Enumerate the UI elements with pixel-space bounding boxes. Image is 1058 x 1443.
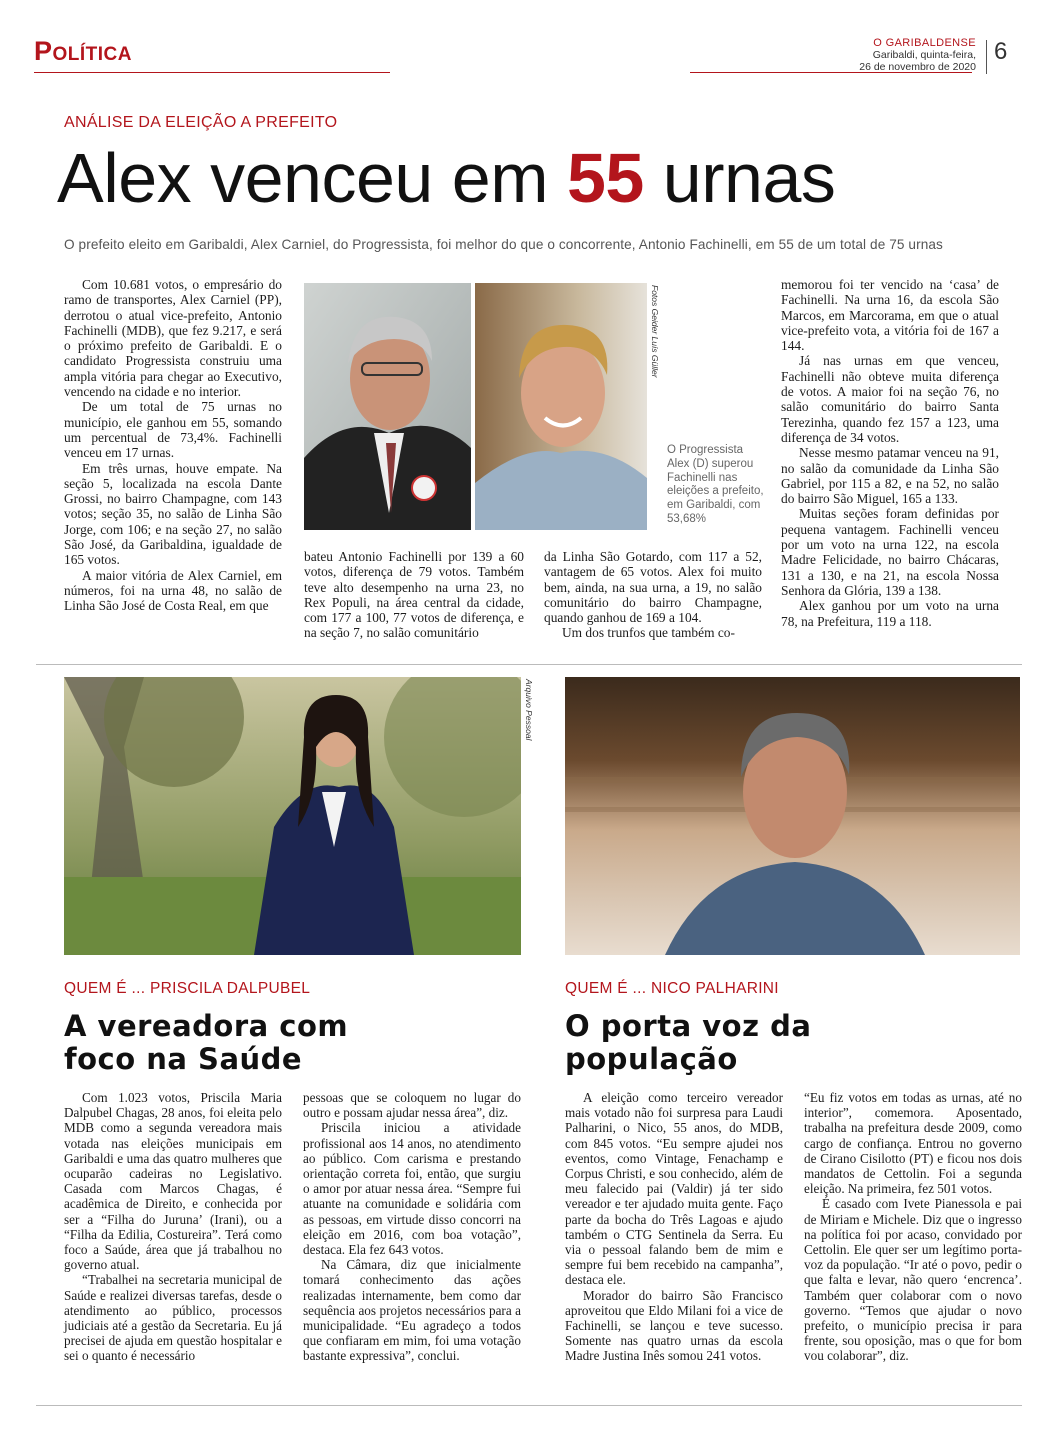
paragraph: Já nas urnas em que venceu, Fachinelli não obteve muita diferença de votos. A maior foi na seção 76, no salão comunitário do bairro Santa Terezinha, quando fez 157 a 123, uma diferença de 34 votos.	[781, 353, 999, 445]
edition-date: 26 de novembro de 2020	[859, 61, 976, 73]
nico-column-2	[804, 1090, 1022, 1364]
headline-line: O porta voz da	[565, 1009, 812, 1043]
headline-part: Alex venceu em	[57, 139, 567, 217]
photo-alex	[475, 283, 647, 530]
paragraph: pessoas que se coloquem no lugar do outro e possam ajudar nessa área”, diz.	[303, 1090, 521, 1121]
bottom-rule	[36, 1405, 1022, 1406]
photo-fachinelli	[304, 283, 471, 530]
main-column-4	[781, 277, 999, 629]
paragraph: Morador do bairro São Francisco aproveitou que Eldo Milani foi a vice de Fachinelli, se lançou e teve sucesso. Somente nas quatro urnas da escola Madre Justina Inês somou 241 votos.	[565, 1287, 783, 1364]
main-column-1	[64, 277, 282, 614]
photo-credit: Fotos Geider Luís Güller	[650, 285, 660, 378]
paragraph: A maior vitória de Alex Carniel, em números, foi na urna 48, no salão de Linha São José de Costa Real, em que	[64, 567, 282, 614]
paragraph: Priscila iniciou a atividade profissional aos 14 anos, no atendimento ao público. Com carisma e prestando orientação correta foi, então, que surgiu o amor por atuar nessa área. “Sempre fui atuante na comunidade e solidária com as pessoas, em virtude disso concorri na eleição em 2016, com boa votação”, destaca. Ela fez 643 votos.	[303, 1120, 521, 1258]
paragraph: Com 1.023 votos, Priscila Maria Dalpubel Chagas, 28 anos, foi eleita pelo MDB como a segunda vereadora mais votada nas eleições municipais em Garibaldi e uma das quatro mulheres que ocuparão cadeiras no Legislativo. Casada com Marcos Chagas, é acadêmica de Direito, e conhecida por ser a “Filha do Juruna’ (Irani), ou a “Filha da Edilia, Costureira”. Terá como foco a Saúde, área que já trabalhou no governo atual.	[64, 1090, 282, 1273]
paragraph: “Trabalhei na secretaria municipal de Saúde e realizei diversas tarefas, desde o atendimento ao público, processos judiciais até a gestão da Secretaria. Eu já precisei de ajuda em questão hospitalar e sei o quanto é necessário	[64, 1272, 282, 1364]
paragraph: De um total de 75 urnas no município, ele ganhou em 55, somando um percentual de 73,4%. Fachinelli venceu em 17 urnas.	[64, 399, 282, 461]
priscila-headline	[64, 1010, 348, 1076]
paragraph: Em três urnas, houve empate. Na seção 5, localizada na escola Dante Grossi, no bairro Champagne, com 143 votos; seção 35, no salão de Linha São Jorge, com 106; e na seção 27, no salão São José, da Garibaldina, igualdade de 165 votos.	[64, 460, 282, 568]
paragraph: Com 10.681 votos, o empresário do ramo de transportes, Alex Carniel (PP), derrotou o atual vice-prefeito, Antonio Fachinelli (MDB), que fez 9.217, e será o próximo prefeito de Garibaldi. E o candidato Progressista construiu uma ampla vitória para chegar ao Executivo, vencendo na cidade e no interior.	[64, 277, 282, 400]
photo-credit: Arquivo Pessoal	[524, 679, 534, 741]
nico-column-1	[565, 1090, 783, 1364]
paragraph: Na Câmara, diz que inicialmente tomará conhecimento das ações realizadas internamente, bem como dar sequência aos projetos necessários para a municipalidade. “Eu agradeço a todos que confiaram em mim, foi uma votação bastante expressiva”, conclui.	[303, 1257, 521, 1364]
main-deck: O prefeito eleito em Garibaldi, Alex Carniel, do Progressista, foi melhor do que o concorrente, Antonio Fachinelli, em 55 de um total de 75 urnas	[64, 237, 943, 252]
main-column-3	[544, 549, 762, 641]
main-headline	[57, 138, 835, 218]
paragraph: É casado com Ivete Pianessola e pai de Miriam e Michele. Diz que o ingresso na política foi por acaso, convidado por Cettolin. Ele quer ser um legítimo porta-voz da população. “Ir até o povo, pedir o que falta e levar, não quero ‘encrenca’. Também quer colaborar com o novo governo. “Temos que ajudar o novo prefeito, o município precisa ir para frente, sou oposição, mas o que for bom vou colaborar”, diz.	[804, 1196, 1022, 1364]
page-number-separator	[986, 40, 987, 74]
photo-caption: O Progressista Alex (D) superou Fachinelli nas eleições a prefeito, em Garibaldi, com 53,68%	[667, 444, 764, 525]
page-number: 6	[994, 38, 1008, 65]
headline-line: foco na Saúde	[64, 1042, 303, 1076]
edition-place: Garibaldi, quinta-feira,	[872, 49, 976, 61]
photo-nico	[565, 677, 1020, 955]
priscila-kicker: QUEM É ... PRISCILA DALPUBEL	[64, 980, 311, 997]
headline-line: A vereadora com	[64, 1009, 349, 1043]
paragraph: “Eu fiz votos em todas as urnas, até no interior”, comemora. Aposentado, trabalha na prefeitura desde 2009, como cargo de confiança. Entrou no governo de Cirano Cisilotto (PT) e ficou nos dois mandatos de Cettolin. Foi a segunda eleição. Na primeira, fez 501 votos.	[804, 1090, 1022, 1197]
newspaper-name: O GARIBALDENSE	[873, 37, 976, 49]
paragraph: A eleição como terceiro vereador mais votado não foi surpresa para Laudi Palharini, o Nico, 55 anos, do MDB, com 845 votos. “Eu sempre ajudei nos eventos, como Vintage, Fenachamp e Corpus Christi, e sou conhecido, além de meu falecido pai (Valdir) já ter sido vereador e ter ajudado muita gente. Faço parte da bocha do Três Lagoas e ajudo também o CTG Sentinela da Serra. Eu via o pessoal falando bem de mim e sempre fui bem recebido na campanha”, destaca ele.	[565, 1090, 783, 1288]
paragraph: da Linha São Gotardo, com 117 a 52, vantagem de 65 votos. Alex foi muito bem, ainda, na sua urna, a 19, no salão comunitário do bairro Champagne, quando ganhou de 169 a 104.	[544, 549, 762, 626]
paragraph: bateu Antonio Fachinelli por 139 a 60 votos, diferença de 79 votos. Também teve alto desempenho na urna 23, no Rex Populi, na área central da cidade, com 177 a 100, 77 votos de diferença, e na seção 7, no salão comunitário	[304, 549, 524, 641]
nico-kicker: QUEM É ... NICO PALHARINI	[565, 980, 779, 997]
section-divider	[36, 664, 1022, 665]
main-column-2	[304, 549, 524, 641]
main-kicker: ANÁLISE DA ELEIÇÃO A PREFEITO	[64, 114, 338, 131]
paragraph: memorou foi ter vencido na ‘casa’ de Fachinelli. Na urna 16, da escola São Marcos, em Marcorama, em que o atual vice-prefeito vota, a vitória foi de 167 a 144.	[781, 277, 999, 354]
paragraph: Um dos trunfos que também co-	[562, 625, 735, 641]
paragraph: Muitas seções foram definidas por pequena vantagem. Fachinelli venceu por um voto na urna 122, na escola Madre Felicidade, no bairro Chácaras, 131 a 130, e na 21, na escola Nossa Senhora da Glória, 139 a 138.	[781, 506, 999, 598]
paragraph: Alex ganhou por um voto na urna 78, na Prefeitura, 119 a 118.	[781, 598, 999, 629]
paragraph: Nesse mesmo patamar venceu na 91, no salão da comunidade da Linha São Gabriel, por 115 a 82, e na 52, no salão do bairro São Miguel, 165 a 133.	[781, 445, 999, 507]
headline-number: 55	[566, 139, 644, 217]
header-rule	[34, 72, 390, 73]
priscila-column-1	[64, 1090, 282, 1364]
nico-headline	[565, 1010, 811, 1076]
headline-part: urnas	[643, 139, 836, 217]
priscila-column-2	[303, 1090, 521, 1364]
masthead	[859, 37, 976, 73]
section-name: Política	[34, 36, 132, 66]
photo-priscila	[64, 677, 521, 955]
headline-line: população	[565, 1042, 738, 1076]
